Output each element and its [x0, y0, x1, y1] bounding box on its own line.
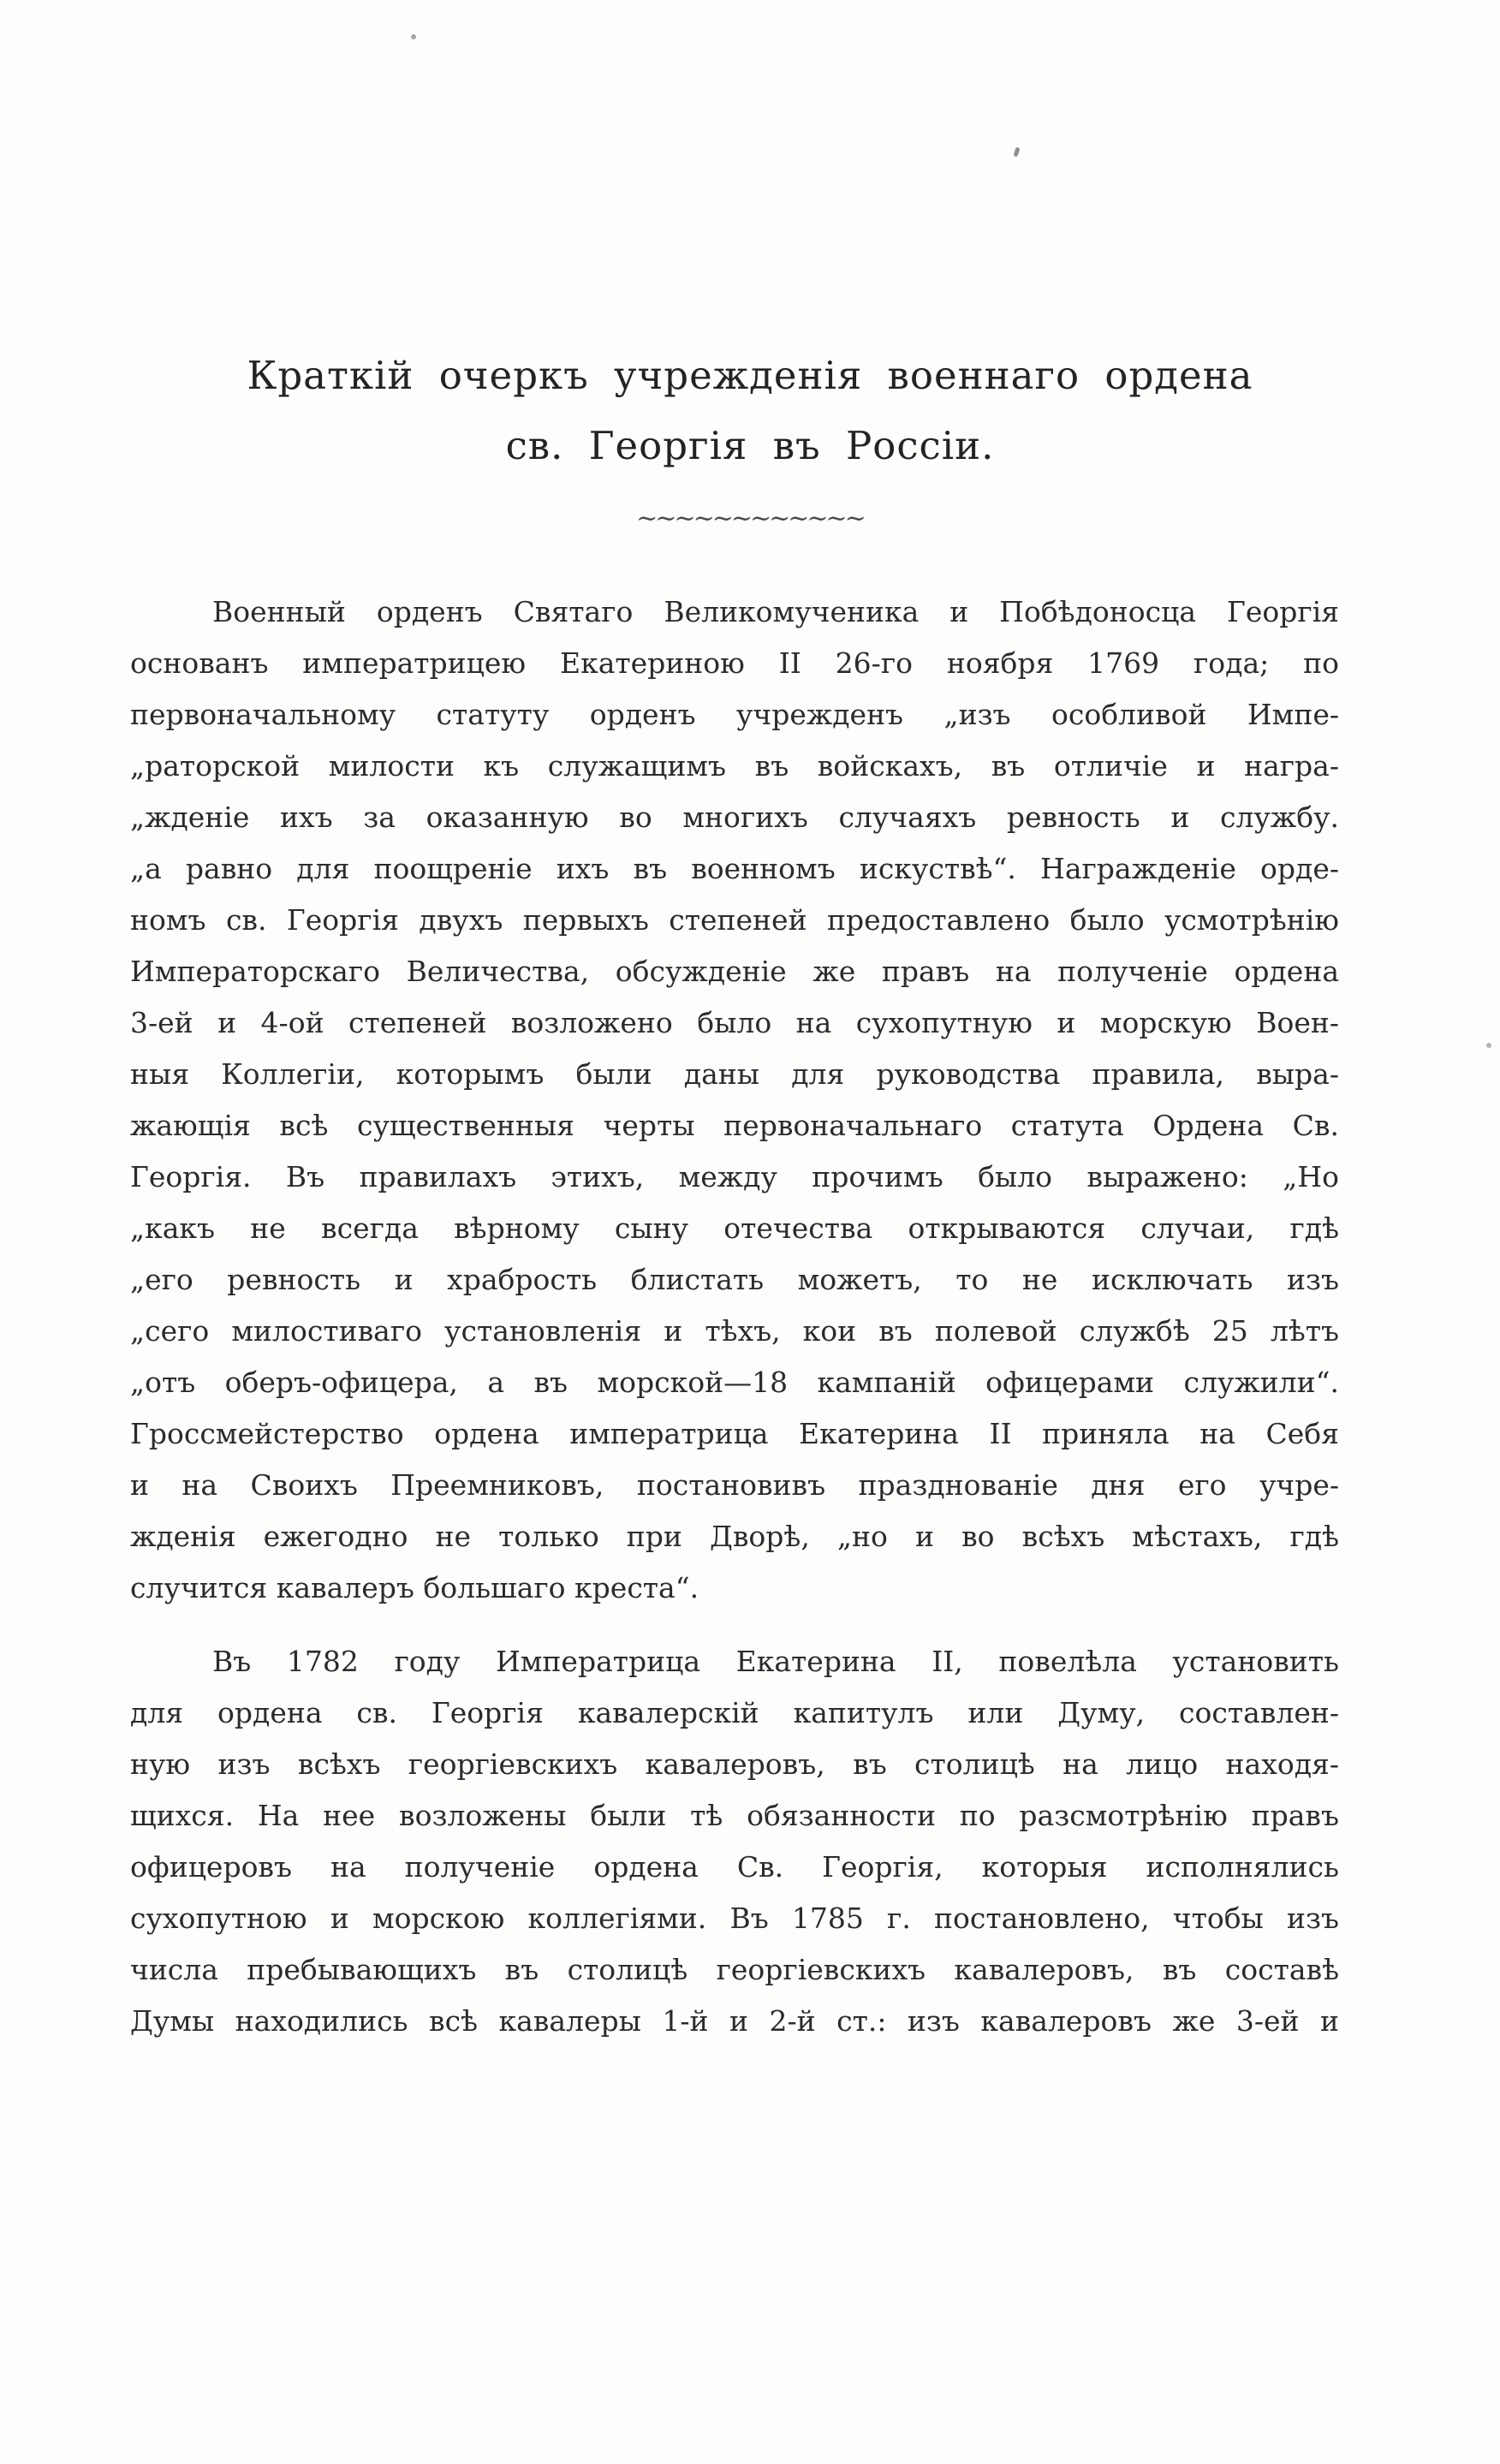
page-title: [0, 341, 1500, 481]
text-line: „жденіе ихъ за оказанную во многихъ случаяхъ ревность и службу.: [130, 801, 1339, 834]
text-line: жающія всѣ существенныя черты первоначальнаго статута Ордена Св.: [130, 1109, 1339, 1142]
text-line: Георгія. Въ правилахъ этихъ, между прочимъ было выражено: „Но: [130, 1160, 1339, 1193]
text-line: Гроссмейстерство ордена императрица Екатерина II приняла на Себя: [130, 1417, 1339, 1450]
text-line: случится кавалеръ большаго креста“.: [130, 1571, 699, 1604]
text-line: первоначальному статуту орденъ учрежденъ „изъ особливой Импе-: [130, 698, 1339, 731]
paragraph: [130, 586, 1339, 1614]
text-line: „а равно для поощреніе ихъ въ военномъ искуствѣ“. Награжденіе орде-: [130, 852, 1339, 885]
text-line: „какъ не всегда вѣрному сыну отечества открываются случаи, гдѣ: [130, 1211, 1339, 1245]
text-line: „сего милостиваго установленія и тѣхъ, кои въ полевой службѣ 25 лѣтъ: [130, 1314, 1339, 1348]
text-line: Военный орденъ Святаго Великомученика и Побѣдоносца Георгія: [212, 595, 1339, 628]
text-line: щихся. На нее возложены были тѣ обязанности по разсмотрѣнію правъ: [130, 1799, 1339, 1832]
text-line: и на Своихъ Преемниковъ, постановивъ празднованіе дня его учре-: [130, 1468, 1339, 1502]
scan-mark: [1013, 146, 1020, 157]
body-text: [130, 586, 1339, 2047]
text-line: 3-ей и 4-ой степеней возложено было на сухопутную и морскую Воен-: [130, 1006, 1339, 1039]
text-line: Думы находились всѣ кавалеры 1-й и 2-й ст.: изъ кавалеровъ же 3-ей и: [130, 2004, 1339, 2038]
text-line: Въ 1782 году Императрица Екатерина II, повелѣла установить: [212, 1645, 1339, 1678]
text-line: сухопутною и морскою коллегіями. Въ 1785 г. постановлено, чтобы изъ: [130, 1902, 1339, 1935]
scan-speck: [411, 34, 416, 39]
scan-speck: [1486, 1043, 1491, 1048]
text-line: основанъ императрицею Екатериною II 26-го ноября 1769 года; по: [130, 646, 1339, 680]
text-line: жденія ежегодно не только при Дворѣ, „но и во всѣхъ мѣстахъ, гдѣ: [130, 1520, 1339, 1553]
text-line: „отъ оберъ-офицера, а въ морской—18 кампаній офицерами служили“.: [130, 1366, 1339, 1399]
text-line: для ордена св. Георгія кавалерскій капитулъ или Думу, составлен-: [130, 1696, 1339, 1729]
page-title-line1: Краткій очеркъ учрежденія военнаго ордена: [247, 353, 1253, 398]
text-line: Императорскаго Величества, обсужденіе же правъ на полученіе ордена: [130, 955, 1339, 988]
text-line: офицеровъ на полученіе ордена Св. Георгія, которыя исполнялись: [130, 1850, 1339, 1884]
page-title-line2: св. Георгія въ Россіи.: [505, 423, 995, 468]
text-line: „его ревность и храбрость блистать можетъ, то не исключать изъ: [130, 1263, 1339, 1296]
ornament-divider: ~~~~~~~~~~~~: [636, 503, 864, 533]
paragraph: [130, 1636, 1339, 2047]
text-line: числа пребывающихъ въ столицѣ георгіевскихъ кавалеровъ, въ составѣ: [130, 1953, 1339, 1986]
text-line: номъ св. Георгія двухъ первыхъ степеней предоставлено было усмотрѣнію: [130, 903, 1339, 937]
text-line: ныя Коллегіи, которымъ были даны для руководства правила, выра-: [130, 1057, 1339, 1091]
text-line: „раторской милости къ служащимъ въ войскахъ, въ отличіе и награ-: [130, 749, 1339, 783]
text-line: ную изъ всѣхъ георгіевскихъ кавалеровъ, въ столицѣ на лицо находя-: [130, 1747, 1339, 1781]
